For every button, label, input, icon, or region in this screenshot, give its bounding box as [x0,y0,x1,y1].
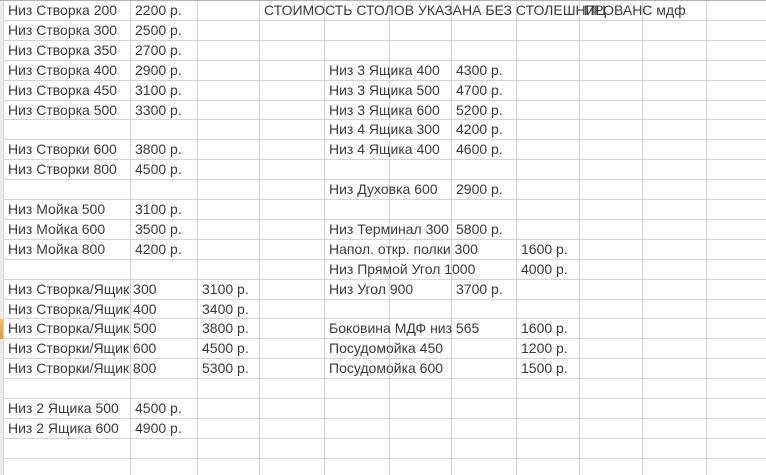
cell-r16c0[interactable]: Низ Створка/Ящик 400 [8,300,157,317]
cell-r19c4[interactable]: Посудомойка 600 [329,360,444,377]
cell-r1c3[interactable]: СТОИМОСТЬ СТОЛОВ УКАЗАНА БЕЗ СТОЛЕШНИЦ [264,2,607,18]
cell-r6c6[interactable]: 5200 р. [456,101,503,118]
cell-r18c0[interactable]: Низ Створки/Ящик 600 [8,340,157,357]
left-edge-column [0,1,3,475]
cell-r13c7[interactable]: 1600 р. [521,240,568,257]
cell-r19c0[interactable]: Низ Створки/Ящик 800 [8,360,157,377]
cell-r18c2[interactable]: 4500 р. [202,340,249,357]
cell-r22c0[interactable]: Низ 2 Ящика 600 [8,419,119,436]
cell-r4c6[interactable]: 4300 р. [456,61,503,78]
cell-r15c2[interactable]: 3100 р. [202,280,249,297]
cell-r15c6[interactable]: 3700 р. [456,280,503,297]
cell-r8c1[interactable]: 3800 р. [135,141,182,158]
cell-r17c4[interactable]: Боковина МДФ низ 565 [329,320,480,337]
cell-r21c1[interactable]: 4500 р. [135,400,182,416]
cell-r15c0[interactable]: Низ Створка/Ящик 300 [8,280,157,297]
cell-r5c4[interactable]: Низ 3 Ящика 500 [329,81,440,98]
cell-r3c0[interactable]: Низ Створка 350 [8,41,118,58]
cell-r17c7[interactable]: 1600 р. [521,320,568,337]
cell-r18c4[interactable]: Посудомойка 450 [329,340,444,357]
cell-r1c8[interactable]: ПРОВАНС мдф [584,2,686,18]
cell-r22c1[interactable]: 4900 р. [135,419,182,436]
cell-r8c4[interactable]: Низ 4 Ящика 400 [329,141,440,158]
cell-r6c0[interactable]: Низ Створка 500 [8,101,118,118]
cell-r8c6[interactable]: 4600 р. [456,141,503,158]
row-highlight-marker [0,319,3,339]
cell-r9c1[interactable]: 4500 р. [135,161,182,178]
cell-r13c0[interactable]: Низ Мойка 800 [8,240,106,257]
cell-r4c0[interactable]: Низ Створка 400 [8,61,118,78]
cell-r5c0[interactable]: Низ Створка 450 [8,81,118,98]
cell-r13c1[interactable]: 4200 р. [135,240,182,257]
cell-r17c2[interactable]: 3800 р. [202,320,249,337]
cell-r6c1[interactable]: 3300 р. [135,101,182,118]
cell-r4c1[interactable]: 2900 р. [135,61,182,78]
cell-r7c4[interactable]: Низ 4 Ящика 300 [329,121,440,138]
cell-r13c4[interactable]: Напол. откр. полки 300 [329,240,478,257]
cell-r12c4[interactable]: Низ Терминал 300 [329,220,449,237]
cell-r14c4[interactable]: Низ Прямой Угол 1000 [329,260,476,277]
cell-r10c4[interactable]: Низ Духовка 600 [329,181,438,198]
cell-r9c0[interactable]: Низ Створки 800 [8,161,117,178]
cell-r11c1[interactable]: 3100 р. [135,201,182,217]
cell-r19c2[interactable]: 5300 р. [202,360,249,377]
cell-r17c0[interactable]: Низ Створка/Ящик 500 [8,320,157,337]
cell-r6c4[interactable]: Низ 3 Ящика 600 [329,101,440,118]
cell-r3c1[interactable]: 2700 р. [135,41,182,58]
cell-r4c4[interactable]: Низ 3 Ящика 400 [329,61,440,78]
cell-r15c4[interactable]: Низ Угол 900 [329,280,414,297]
cell-r12c0[interactable]: Низ Мойка 600 [8,220,106,237]
cell-r12c1[interactable]: 3500 р. [135,220,182,237]
cell-r18c7[interactable]: 1200 р. [521,340,568,357]
cell-r1c0[interactable]: Низ Створка 200 [8,2,118,18]
cell-r8c0[interactable]: Низ Створки 600 [8,141,117,158]
gridline-horizontal [0,458,766,459]
cell-r5c1[interactable]: 3100 р. [135,81,182,98]
cell-r21c0[interactable]: Низ 2 Ящика 500 [8,400,119,416]
cell-r2c1[interactable]: 2500 р. [135,21,182,38]
cell-r12c6[interactable]: 5800 р. [456,220,503,237]
cell-r14c7[interactable]: 4000 р. [521,260,568,277]
cell-r2c0[interactable]: Низ Створка 300 [8,21,118,38]
cell-r1c1[interactable]: 2200 р. [135,2,182,18]
cell-r11c0[interactable]: Низ Мойка 500 [8,201,106,217]
cell-r5c6[interactable]: 4700 р. [456,81,503,98]
cell-r7c6[interactable]: 4200 р. [456,121,503,138]
cell-r10c6[interactable]: 2900 р. [456,181,503,198]
cell-r16c2[interactable]: 3400 р. [202,300,249,317]
cell-r19c7[interactable]: 1500 р. [521,360,568,377]
